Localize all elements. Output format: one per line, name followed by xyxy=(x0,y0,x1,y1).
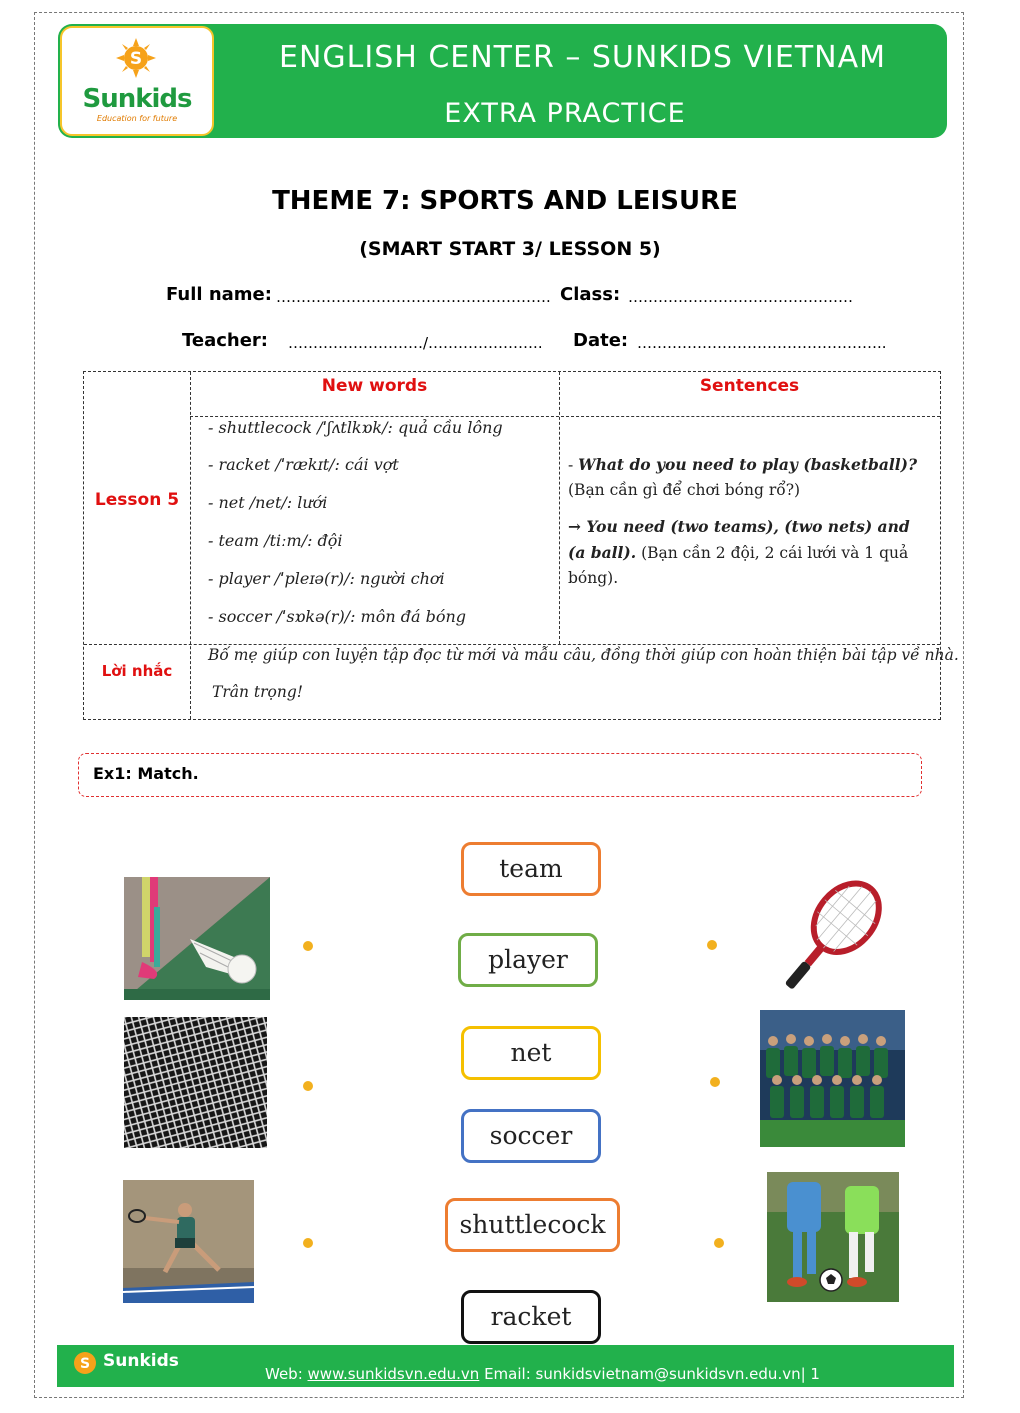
match-dot-right[interactable] xyxy=(714,1238,724,1248)
word-card-team[interactable]: team xyxy=(461,842,601,896)
theme-title: THEME 7: SPORTS AND LEISURE xyxy=(272,186,738,216)
footer-logo-icon xyxy=(73,1351,97,1375)
lesson-reference: (SMART START 3/ LESSON 5) xyxy=(359,238,661,260)
date-label: Date: xyxy=(573,330,629,351)
match-dot-left[interactable] xyxy=(303,941,313,951)
header-subtitle: EXTRA PRACTICE xyxy=(444,98,686,129)
footer-bar xyxy=(57,1345,954,1387)
net-picture xyxy=(124,1017,267,1148)
word-card-soccer[interactable]: soccer xyxy=(461,1109,601,1163)
racket-picture xyxy=(762,880,910,1004)
exercise-label: Ex1: Match. xyxy=(93,764,199,783)
logo-brand-name: Sunkids xyxy=(82,84,192,114)
footer-brand: Sunkids xyxy=(103,1351,179,1371)
logo-tagline: Education for future xyxy=(96,114,178,123)
column-header-sentences: Sentences xyxy=(699,376,800,396)
team-picture xyxy=(760,1010,905,1147)
row-label-lesson: Lesson 5 xyxy=(94,490,180,510)
svg-text:S: S xyxy=(129,49,143,69)
vocab-item: - player /ˈpleɪə(r)/: người chơi xyxy=(208,569,445,588)
column-header-new-words: New words xyxy=(321,376,428,396)
word-card-net[interactable]: net xyxy=(461,1026,601,1080)
word-card-shuttlecock[interactable]: shuttlecock xyxy=(445,1198,620,1252)
shuttlecock-picture xyxy=(124,877,270,1000)
vocab-item: - net /net/: lưới xyxy=(208,493,328,512)
page-number: | 1 xyxy=(800,1365,820,1383)
match-dot-right[interactable] xyxy=(710,1077,720,1087)
sentence-question: - What do you need to play (basketball)? (Bạn cần gì để chơi bóng rổ?) xyxy=(568,455,918,499)
sentence-answer: → You need (two teams), (two nets) and (a ball). (Bạn cần 2 đội, 2 cái lưới và 1 quả bóng). xyxy=(568,517,910,587)
website-link[interactable]: www.sunkidsvn.edu.vn xyxy=(307,1365,480,1383)
match-dot-right[interactable] xyxy=(707,940,717,950)
class-field[interactable]: ……………………………………… xyxy=(628,288,853,306)
header-title: ENGLISH CENTER – SUNKIDS VIETNAM xyxy=(278,40,887,75)
word-card-racket[interactable]: racket xyxy=(461,1290,601,1344)
note-closing: Trân trọng! xyxy=(212,683,304,701)
note-text: Bố mẹ giúp con luyện tập đọc từ mới và mẫu câu, đồng thời giúp con hoàn thiện bài tập về nhà. xyxy=(208,646,959,664)
row-label-note: Lời nhắc xyxy=(101,662,173,680)
sun-logo-icon xyxy=(116,38,156,78)
player-picture xyxy=(123,1180,254,1303)
svg-text:S: S xyxy=(79,1356,91,1372)
class-label: Class: xyxy=(560,284,621,305)
word-card-player[interactable]: player xyxy=(458,933,598,987)
sunkids-logo xyxy=(60,26,214,136)
teacher-field[interactable]: ………………………/………………….. xyxy=(288,334,543,352)
footer-contact: Web: www.sunkidsvn.edu.vn Email: sunkidsvietnam@sunkidsvn.edu.vn| 1 xyxy=(265,1365,820,1383)
vocab-item: - team /tiːm/: đội xyxy=(208,531,343,550)
match-dot-left[interactable] xyxy=(303,1238,313,1248)
date-field[interactable]: ………………………………………….. xyxy=(637,334,887,352)
vocab-item: - shuttlecock /ˈʃʌtlkɒk/: quả cầu lông xyxy=(208,418,503,437)
full-name-field[interactable]: ………………………………………………. xyxy=(276,288,551,306)
match-dot-left[interactable] xyxy=(303,1081,313,1091)
exercise-header xyxy=(78,753,922,797)
teacher-label: Teacher: xyxy=(182,330,269,351)
full-name-label: Full name: xyxy=(166,284,272,305)
soccer-picture xyxy=(767,1172,899,1302)
vocab-item: - racket /ˈrækɪt/: cái vợt xyxy=(208,455,399,474)
lesson-table xyxy=(83,371,959,720)
email-link[interactable]: sunkidsvietnam@sunkidsvn.edu.vn xyxy=(535,1365,801,1383)
vocab-item: - soccer /ˈsɒkə(r)/: môn đá bóng xyxy=(208,607,467,626)
